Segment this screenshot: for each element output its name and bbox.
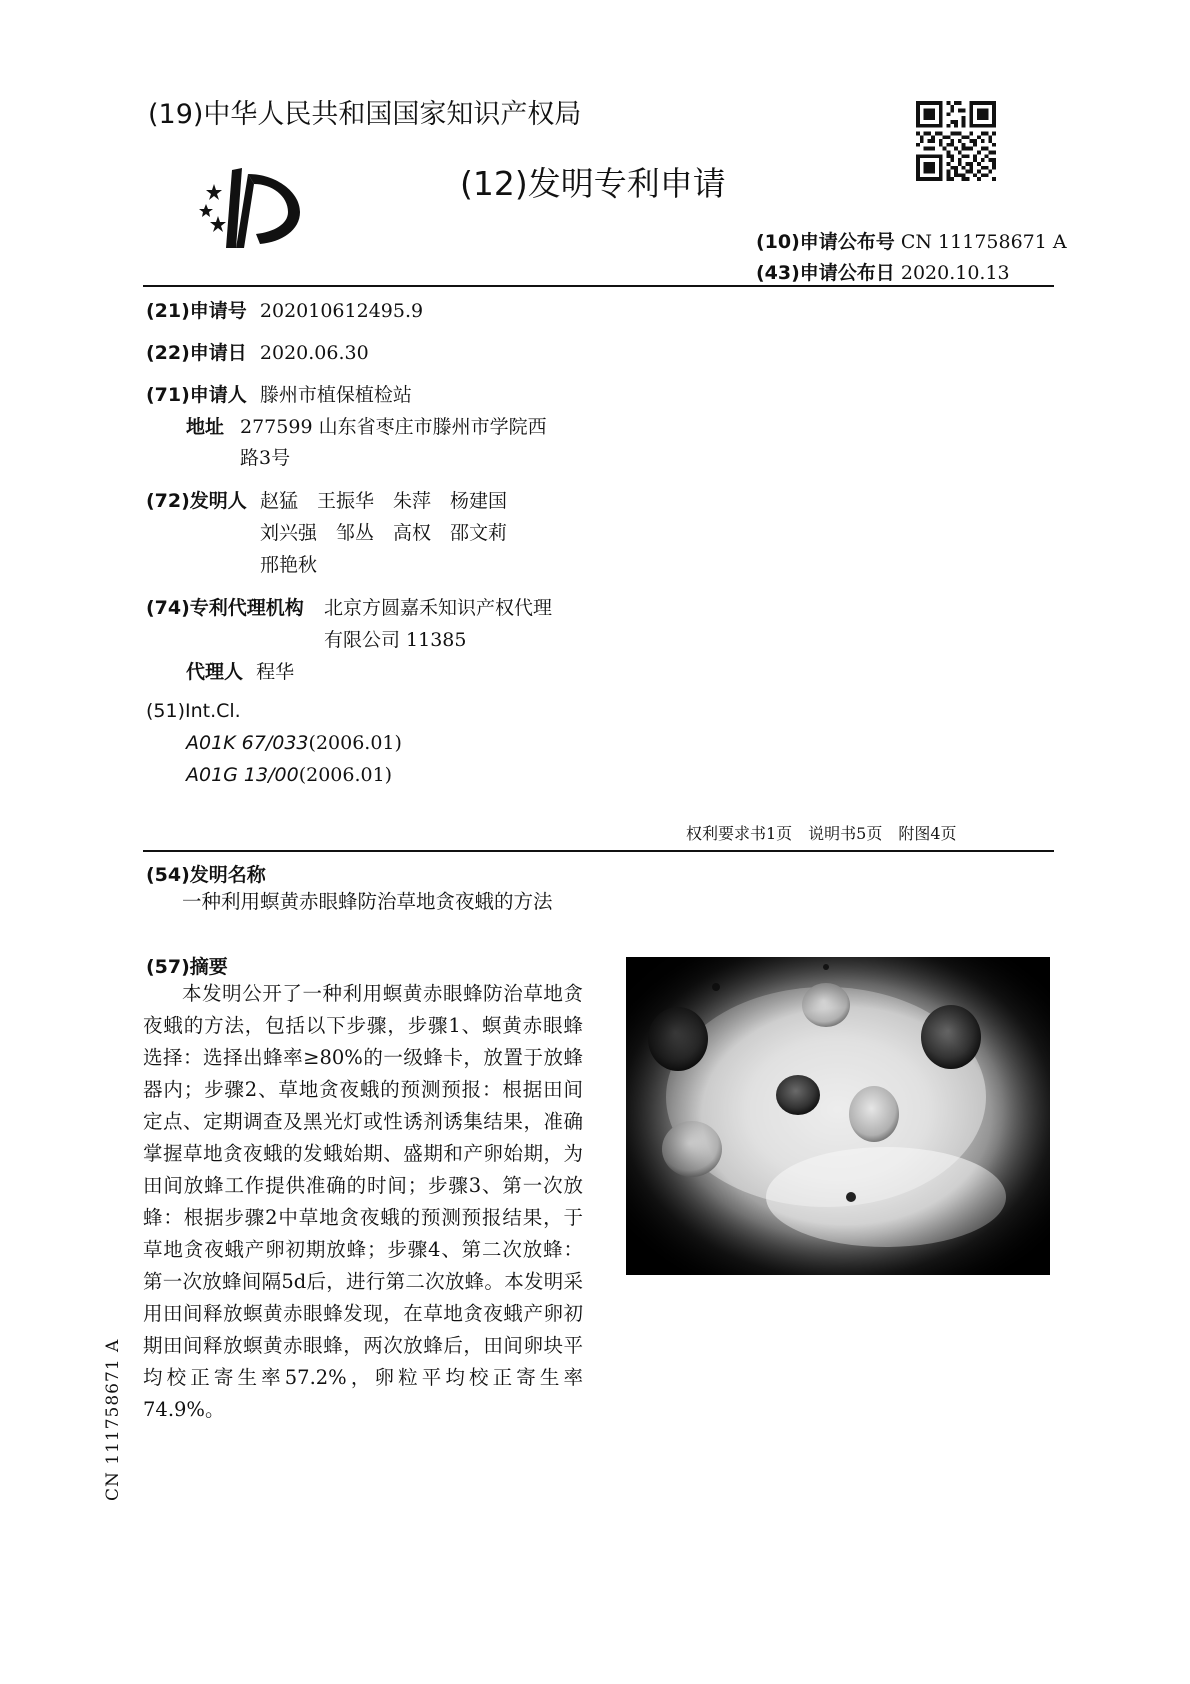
intcl-code: A01K 67/033 bbox=[186, 732, 309, 754]
intcl-entry bbox=[186, 764, 392, 786]
abstract-text: 本发明公开了一种利用螟黄赤眼蜂防治草地贪夜蛾的方法，包括以下步骤，步骤1、螟黄赤眼蜂选择：选择出蜂率≥80%的一级蜂卡，放置于放蜂器内；步骤2、草地贪夜蛾的预测预报：根据田间定点、定期调查及黑光灯或性诱剂诱集结果，准确掌握草地贪夜蛾的发蛾始期、盛期和产卵始期，为田间放蜂工作提供准确的时间；步骤3、第一次放蜂：根据步骤2中草地贪夜蛾的预测预报结果，于草地贪夜蛾产卵初期放蜂；步骤4、第二次放蜂：第一次放蜂间隔5d后，进行第二次放蜂。本发明采用田间释放螟黄赤眼蜂发现，在草地贪夜蛾产卵初期田间释放螟黄赤眼蜂，两次放蜂后，田间卵块平均校正寄生率57.2%，卵粒平均校正寄生率74.9%。 bbox=[143, 982, 583, 1421]
address-line-1: 277599 山东省枣庄市滕州市学院西 bbox=[240, 416, 547, 438]
side-publication-code: CN 111758671 A bbox=[103, 1338, 123, 1501]
applicant-label: (71)申请人 bbox=[146, 384, 247, 406]
cnipa-logo-icon bbox=[196, 164, 316, 254]
abstract-figure bbox=[626, 957, 1050, 1275]
invention-title: 一种利用螟黄赤眼蜂防治草地贪夜蛾的方法 bbox=[182, 890, 553, 913]
header-divider bbox=[143, 285, 1054, 287]
publication-date-label: (43)申请公布日 bbox=[756, 262, 895, 284]
agent-label: 代理人 bbox=[186, 661, 244, 683]
inventors-line-3: 邢艳秋 bbox=[260, 554, 318, 576]
intcl-entry bbox=[186, 732, 402, 754]
abstract-label: (57)摘要 bbox=[146, 956, 228, 978]
intcl-code: A01G 13/00 bbox=[186, 764, 299, 786]
intcl-version: (2006.01) bbox=[308, 732, 402, 754]
publication-date: 2020.10.13 bbox=[900, 262, 1010, 284]
inventors-line-1: 赵猛 王振华 朱萍 杨建国 bbox=[260, 490, 508, 512]
address-line-2: 路3号 bbox=[240, 447, 291, 469]
publication-number: CN 111758671 A bbox=[900, 231, 1067, 253]
qr-code-icon bbox=[916, 101, 996, 181]
egg-micrograph-icon bbox=[626, 957, 1050, 1275]
intcl-version: (2006.01) bbox=[298, 764, 393, 786]
intcl-label: (51)Int.Cl. bbox=[146, 700, 241, 722]
title-label: (54)发明名称 bbox=[146, 864, 266, 886]
filing-date: 2020.06.30 bbox=[259, 342, 369, 364]
page-counts: 权利要求书1页 说明书5页 附图4页 bbox=[686, 824, 957, 843]
address-label: 地址 bbox=[186, 416, 225, 438]
inventors-line-2: 刘兴强 邹丛 高权 邵文莉 bbox=[260, 522, 508, 544]
filing-date-label: (22)申请日 bbox=[146, 342, 247, 364]
application-no: 202010612495.9 bbox=[259, 300, 424, 322]
agency-line-2: 有限公司 11385 bbox=[324, 629, 467, 651]
agency-label: (74)专利代理机构 bbox=[146, 597, 304, 619]
office-name: (19)中华人民共和国国家知识产权局 bbox=[148, 99, 582, 130]
inventors-label: (72)发明人 bbox=[146, 490, 247, 512]
application-no-label: (21)申请号 bbox=[146, 300, 247, 322]
document-type: (12)发明专利申请 bbox=[460, 164, 726, 203]
publication-number-label: (10)申请公布号 bbox=[756, 231, 895, 253]
section-divider bbox=[143, 850, 1054, 852]
applicant: 滕州市植保植检站 bbox=[259, 384, 412, 406]
agency-line-1: 北京方圆嘉禾知识产权代理 bbox=[324, 597, 553, 619]
agent: 程华 bbox=[256, 661, 295, 683]
